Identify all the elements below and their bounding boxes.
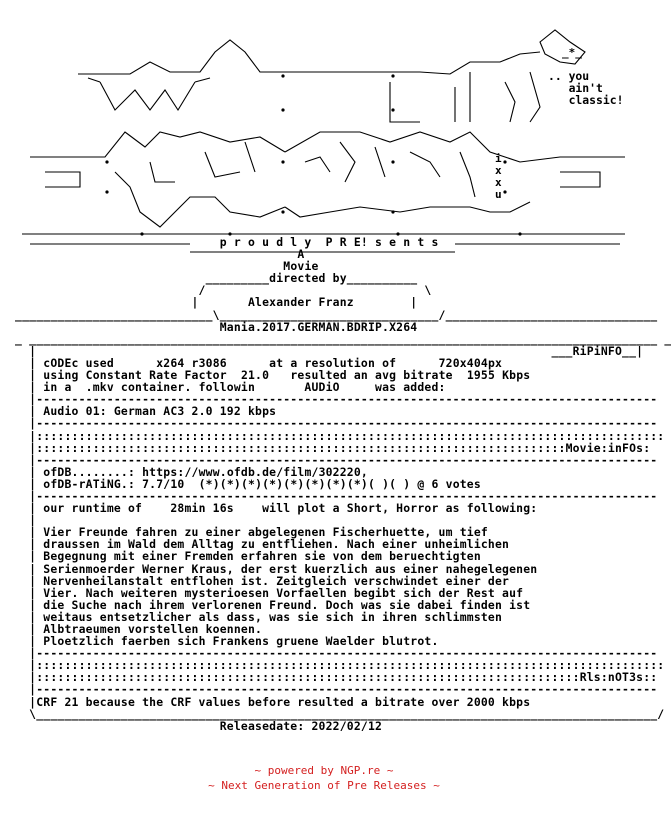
ofdb-link[interactable]: https://www.ofdb.de/film/302220, — [142, 464, 368, 479]
tagline: .. you ain't classic! — [548, 69, 624, 108]
plot-line: Vier. Nach weiteren mysterioesen Vorfaellen begibt sich der Rest auf — [43, 585, 524, 600]
rating-label: ofDB-rATiNG.: — [43, 476, 136, 491]
vertical-word-letter: x — [495, 176, 502, 189]
ofdb-label: ofDB........: — [43, 464, 136, 479]
notes-line: CRF 21 because the CRF values before resulted a bitrate over 2000 kbps — [36, 694, 531, 709]
bitrate-label: resulted an avg bitrate — [290, 368, 453, 383]
notes-heading: Rls:nOT3s — [579, 670, 644, 685]
release-date-label: Releasedate: — [219, 718, 305, 733]
release-date: 2022/02/12 — [311, 718, 383, 733]
group-logo-ascii-art — [0, 12, 648, 252]
plot-line: die Suche nach ihrem verlorenen Freund. Doch was sie dabei finden ist — [43, 597, 531, 612]
logo-star-glyph: _*_ — [562, 46, 582, 59]
header-movie: Movie — [283, 259, 319, 274]
codec-label: cODEc used — [43, 355, 114, 370]
movieinfo-heading: Movie:inFOs — [565, 440, 644, 455]
votes: @ 6 votes — [417, 476, 481, 491]
runtime-line: our runtime of 28min 16s will plot a Short, Horror as following: — [43, 501, 538, 516]
plot-line: Begegnung mit einer Fremden erfahren sie von dem beruechtigten — [43, 549, 481, 564]
codec-value: x264 r3086 — [156, 355, 227, 370]
audio-line: Audio 01: German AC3 2.0 192 kbps — [43, 404, 277, 419]
plot-line: draussen im Wald dem Alltag zu entfliehen. Nach einer unheimlichen — [43, 537, 510, 552]
container-line: in a .mkv container. followin AUDiO was added: — [43, 380, 446, 395]
powered-by: ~ powered by NGP.re ~ — [254, 764, 394, 777]
director-name: Alexander Franz — [247, 295, 354, 310]
bitrate-value: 1955 Kbps — [466, 368, 531, 383]
crf-value: 21.0 — [240, 368, 270, 383]
plot-line: Albtraeumen vorstellen koennen. — [43, 622, 263, 636]
plot-line: Nervenheilanstalt entflohen ist. Zeitgleich verschwindet einer der — [43, 573, 510, 588]
plot-line: Vier Freunde fahren zu einer abgelegenen Fischerhuette, um tief — [43, 525, 488, 540]
vertical-word-letter: x — [495, 164, 502, 177]
rating-stars: (*)(*)(*)(*)(*)(*)(*)(*)( )( ) — [198, 476, 411, 491]
vertical-word-letter: u — [495, 188, 502, 201]
plot-line: weitaus entsetzlicher als dass, was sie sich in ihren schlimmsten — [43, 609, 503, 624]
rating-value: 7.7/10 — [142, 476, 185, 491]
ripinfo-heading: RiPiNFO — [572, 343, 623, 358]
release-name: Mania.2017.GERMAN.BDRIP.X264 — [219, 319, 418, 334]
proudly-presents: p r o u d l y P R E! s e n t s — [219, 235, 439, 249]
resolution-label: at a resolution of — [269, 355, 397, 370]
crf-label: using Constant Rate Factor — [43, 368, 227, 383]
plot-line: Serienmoerder Werner Kraus, der erst kuerzlich aus einer nahegelegenen — [43, 561, 538, 576]
resolution-value: 720x404px — [438, 355, 503, 370]
plot-line: Ploetzlich faerben sich Frankens gruene Waelder blutrot. — [43, 634, 439, 649]
directed-by: directed by — [269, 271, 347, 286]
next-generation-tagline: ~ Next Generation of Pre Releases ~ — [208, 779, 440, 792]
vertical-word-letter: i — [495, 152, 502, 165]
logo-art — [0, 12, 648, 252]
nfo-text: p r o u d l y P R E! s e n t s A Movie _________directed by__________ / \ | Alexander Franz | ____________________________\_______________________________/______________________________ Mania.2017.GERMAN.BDRIP.X264 _ _________________________________________________________________________________________ _ | ___RiPiNFO__| | cODEc used x264 r3086 at a resolution of 720x404px | using Constant Rate Factor 21.0 resulted an avg bitrate 1955 Kbps | in a .mkv container. followin AUDiO was added: |---------------------------------------------------------------------------------------- | Audio 01: German AC3 2.0 192 kbps |---------------------------------------------------------------------------------------- |::::::::::::::::::::::::::::::::::::::::::::::::::::::::::::::::::::::::::::::::::::::::: |:::::::::::::::::::::::::::::::::::::::::::::::::::::::::::::::::::::::::::Movie:inFOs: |---------------------------------------------------------------------------------------- | ofDB........: https://www.ofdb.de/film/302220, | ofDB-rATiNG.: 7.7/10 (*)(*)(*)(*)(*)(*)(*)(*)( )( ) @ 6 votes |---------------------------------------------------------------------------------------- | our runtime of 28min 16s will plot a Short, Horror as following: | | Vier Freunde fahren zu einer abgelegenen Fischerhuette, um tief | draussen im Wald dem Alltag zu entfliehen. Nach einer unheimlichen | Begegnung mit einer Fremden erfahren sie von dem beruechtigten | Serienmoerder Werner Kraus, der erst kuerzlich aus einer nahegelegenen | Nervenheilanstalt entflohen ist. Zeitgleich verschwindet einer der | Vier. Nach weiteren mysterioesen Vorfaellen begibt sich der Rest auf | die Suche nach ihrem verlorenen Freund. Doch was sie dabei finden ist | weitaus entsetzlicher als dass, was sie sich in ihren schlimmsten | Albtraeumen vorstellen koennen. | Ploetzlich faerben sich Frankens gruene Waelder blutrot. |---------------------------------------------------------------------------------------- |::::::::::::::::::::::::::::::::::::::::::::::::::::::::::::::::::::::::::::::::::::::::: |:::::::::::::::::::::::::::::::::::::::::::::::::::::::::::::::::::::::::::::Rls:nOT3s:: |---------------------------------------------------------------------------------------- |CRF 21 because the CRF values before resulted a bitrate over 2000 kbps \________________________________________________________________________________________/ Releasedate: 2022/02/12 — [8, 235, 671, 733]
header-a: A — [297, 247, 305, 262]
